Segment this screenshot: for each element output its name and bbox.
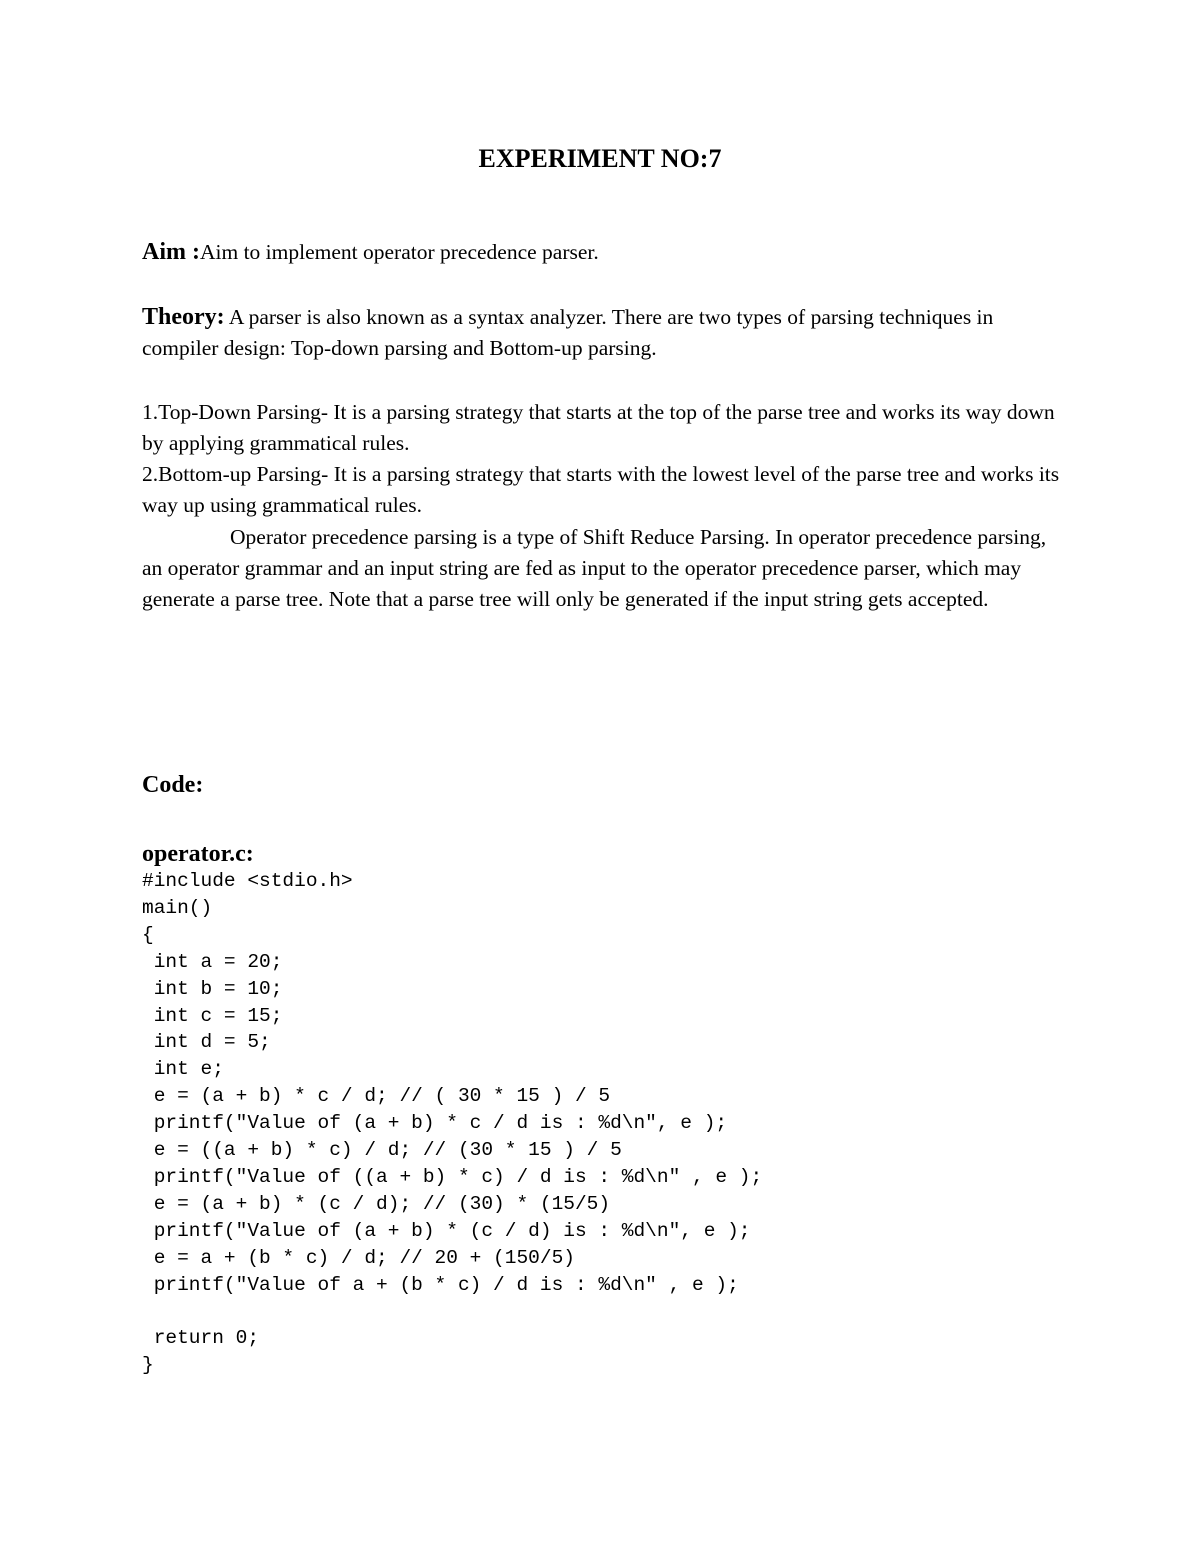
theory-label: Theory: xyxy=(142,304,225,330)
theory-text: A parser is also known as a syntax analyzer. There are two types of parsing techniques in compiler design: Top-down parsing and Bottom-up parsing. xyxy=(142,305,994,360)
theory-paragraph xyxy=(142,302,1067,364)
aim-text: Aim to implement operator precedence parser. xyxy=(199,240,599,264)
aim-paragraph xyxy=(142,237,1067,268)
operator-precedence-paragraph xyxy=(142,522,1067,615)
aim-label: Aim : xyxy=(142,239,200,265)
document-title: EXPERIMENT NO:7 xyxy=(478,144,722,173)
file-heading: operator.c: xyxy=(142,841,254,867)
code-listing: #include <stdio.h> main() { int a = 20; int b = 10; int c = 15; int d = 5; int e; e = (a + b) * c / d; // ( 30 * 15 ) / 5 printf("Value of (a + b) * c / d is : %d\n", e ); e = ((a + b) * c) / d; // (30 * 15 ) / 5 printf("Value of ((a + b) * c) / d is : %d\n" , e ); e = (a + b) * (c / d); // (30) * (15/5) printf("Value of (a + b) * (c / d) is : %d\n", e ); e = a + (b * c) / d; // 20 + (150/5) printf("Value of a + (b * c) / d is : %d\n" , e ); return 0; } xyxy=(142,870,763,1377)
point-top-down: 1.Top-Down Parsing- It is a parsing strategy that starts at the top of the parse tree and works its way down by applying grammatical rules. xyxy=(142,400,1055,455)
point-bottom-up: 2.Bottom-up Parsing- It is a parsing strategy that starts with the lowest level of the parse tree and works its way up using grammatical rules. xyxy=(142,462,1060,517)
code-heading: Code: xyxy=(142,772,204,798)
operator-precedence-text: Operator precedence parsing is a type of Shift Reduce Parsing. In operator precedence parsing, an operator grammar and an input string are fed as input to the operator precedence parser, which may generate a parse tree. Note that a parse tree will only be generated if the input string gets accepted. xyxy=(142,525,1047,611)
